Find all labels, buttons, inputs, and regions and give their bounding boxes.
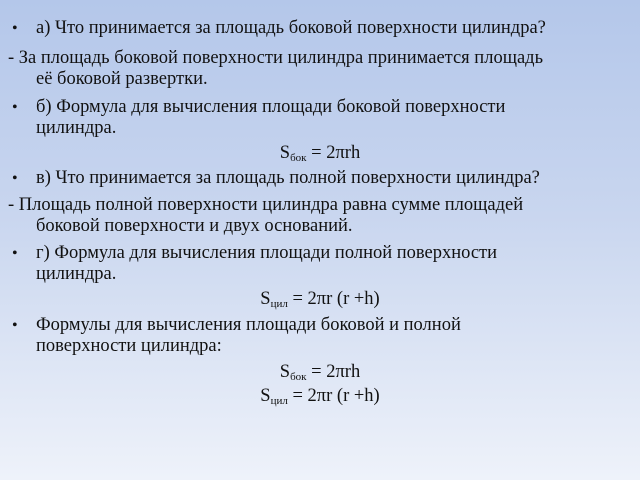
bullet-icon: •	[12, 20, 18, 37]
formula-cil-2: Sцил = 2πr (r +h)	[260, 386, 380, 407]
answer-v-text-2: боковой поверхности и двух оснований.	[36, 216, 353, 236]
summary-text-1: Формулы для вычисления площади боковой и полной	[36, 315, 461, 335]
formula-cil-1: Sцил = 2πr (r +h)	[260, 289, 380, 310]
question-v-text: в) Что принимается за площадь полной поверхности цилиндра?	[36, 168, 540, 188]
question-b-text-1: б) Формула для вычисления площади боковой поверхности	[36, 97, 506, 117]
formula-bok-2: Sбок = 2πrh	[279, 362, 361, 383]
question-g-text-1: г) Формула для вычисления площади полной поверхности	[36, 243, 498, 263]
answer-v-text-1: - Площадь полной поверхности цилиндра равна сумме площадей	[8, 195, 524, 215]
question-g-text-2: цилиндра.	[36, 264, 117, 284]
bullet-icon: •	[12, 99, 18, 116]
bullet-icon: •	[12, 317, 18, 334]
summary-text-2: поверхности цилиндра:	[36, 336, 222, 356]
answer-a-text-1: - За площадь боковой поверхности цилиндра принимается площадь	[8, 48, 544, 68]
formula-bok-1: Sбок = 2πrh	[279, 143, 361, 164]
bullet-icon: •	[12, 170, 18, 187]
question-b-text-2: цилиндра.	[36, 118, 117, 138]
answer-a-text-2: её боковой развертки.	[36, 69, 208, 89]
question-a-text: а) Что принимается за площадь боковой поверхности цилиндра?	[36, 18, 546, 38]
bullet-icon: •	[12, 245, 18, 262]
